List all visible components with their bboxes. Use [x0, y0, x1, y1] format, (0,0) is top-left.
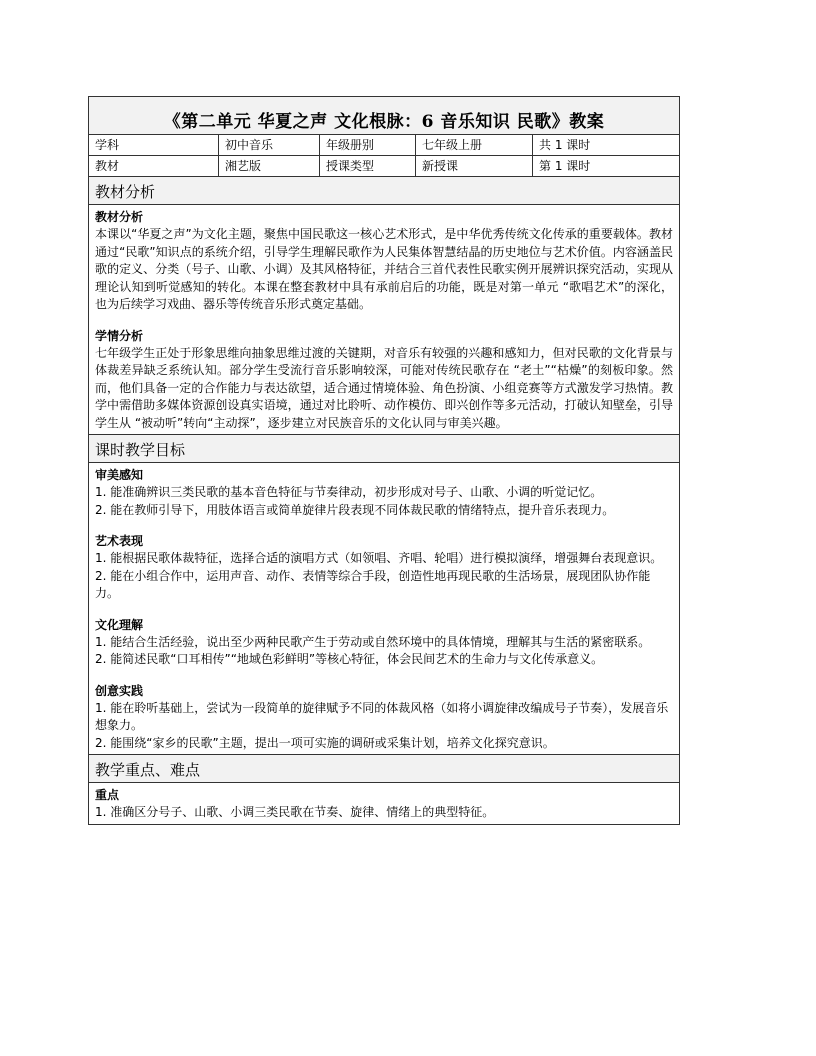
grade-value: 七年级上册 — [416, 135, 533, 155]
paragraph: 本课以“华夏之声”为文化主题，聚焦中国民歌这一核心艺术形式，是中华优秀传统文化传承的重要载体。教材通过“民歌”知识点的系统介绍，引导学生理解民歌作为人民集体智慧结晶的历史地位与艺术价值。内容涵盖民歌的定义、分类（号子、山歌、小调）及其风格特征，并结合三首代表性民歌实例开展辨识探究活动，实现从理论认知到听觉感知的转化。本课在整套教材中具有承前启后的功能，既是对第一单元 “歌唱艺术”的深化，也为后续学习戏曲、器乐等传统音乐形式奠定基础。 — [95, 227, 673, 311]
list-item: 2. 能围绕“家乡的民歌”主题，提出一项可实施的调研或采集计划，培养文化探究意识。 — [95, 735, 555, 750]
subheading: 创意实践 — [95, 683, 144, 698]
info-row-1 — [89, 135, 679, 156]
paragraph: 七年级学生正处于形象思维向抽象思维过渡的关键期，对音乐有较强的兴趣和感知力，但对民歌的文化背景与体裁差异缺乏系统认知。部分学生受流行音乐影响较深，可能对传统民歌存在 “老土”“枯燥”的刻板印象。然而，他们具备一定的合作能力与表达欲望，适合通过情境体验、角色扮演、小组竞赛等方式激发学习热情。教学中需借助多媒体资源创设真实语境，通过对比聆听、动作模仿、即兴创作等多元活动，打破认知壁垒，引导学生从 “被动听”转向“主动探”，逐步建立对民族音乐的文化认同与审美兴趣。 — [95, 345, 673, 430]
subject-label: 学科 — [89, 135, 219, 155]
subheading: 教材分析 — [95, 210, 144, 224]
list-item: 1. 能在聆听基础上，尝试为一段简单的旋律赋予不同的体裁风格（如将小调旋律改编成号子节奏），发展音乐想象力。 — [95, 700, 669, 732]
subject-value: 初中音乐 — [219, 135, 320, 155]
list-item: 1. 能根据民歌体裁特征，选择合适的演唱方式（如领唱、齐唱、轮唱）进行模拟演绎，增强舞台表现意识。 — [95, 551, 663, 565]
subheading: 学情分析 — [95, 328, 144, 343]
list-item: 1. 准确区分号子、山歌、小调三类民歌在节奏、旋律、情绪上的典型特征。 — [95, 805, 495, 819]
section-heading-objectives: 课时教学目标 — [89, 435, 679, 463]
list-item: 2. 能在小组合作中，运用声音、动作、表情等综合手段，创造性地再现民歌的生活场景，展现团队协作能力。 — [95, 568, 651, 600]
section-body-objectives — [89, 463, 679, 755]
subheading: 艺术表现 — [95, 534, 144, 548]
subheading: 重点 — [95, 788, 120, 802]
total-periods: 共 1 课时 — [539, 138, 591, 152]
lesson-type-label: 授课类型 — [320, 156, 416, 176]
subheading: 文化理解 — [95, 617, 144, 632]
document-title: 《第二单元 华夏之声 文化根脉：6 音乐知识 民歌》教案 — [89, 97, 679, 135]
lesson-type-value: 新授课 — [416, 156, 533, 176]
textbook-value: 湘艺版 — [219, 156, 320, 176]
list-item: 1. 能结合生活经验，说出至少两种民歌产生于劳动或自然环境中的具体情境，理解其与生活的紧密联系。 — [95, 634, 651, 649]
section-body-material-analysis — [89, 205, 679, 435]
list-item: 2. 能简述民歌“口耳相传”“地域色彩鲜明”等核心特征，体会民间艺术的生命力与文化传承意义。 — [95, 652, 604, 666]
list-item: 2. 能在教师引导下，用肢体语言或简单旋律片段表现不同体裁民歌的情绪特点，提升音乐表现力。 — [95, 502, 615, 517]
section-body-key-points — [89, 783, 679, 824]
list-item: 1. 能准确辨识三类民歌的基本音色特征与节奏律动，初步形成对号子、山歌、小调的听觉记忆。 — [95, 485, 603, 499]
section-heading-key-points: 教学重点、难点 — [89, 755, 679, 783]
grade-label: 年级册别 — [320, 135, 416, 155]
info-row-2 — [89, 156, 679, 177]
subheading: 审美感知 — [95, 468, 144, 482]
current-period: 第 1 课时 — [539, 159, 591, 173]
section-heading-material-analysis: 教材分析 — [89, 177, 679, 205]
lesson-plan-sheet — [88, 96, 680, 825]
textbook-label: 教材 — [89, 156, 219, 176]
